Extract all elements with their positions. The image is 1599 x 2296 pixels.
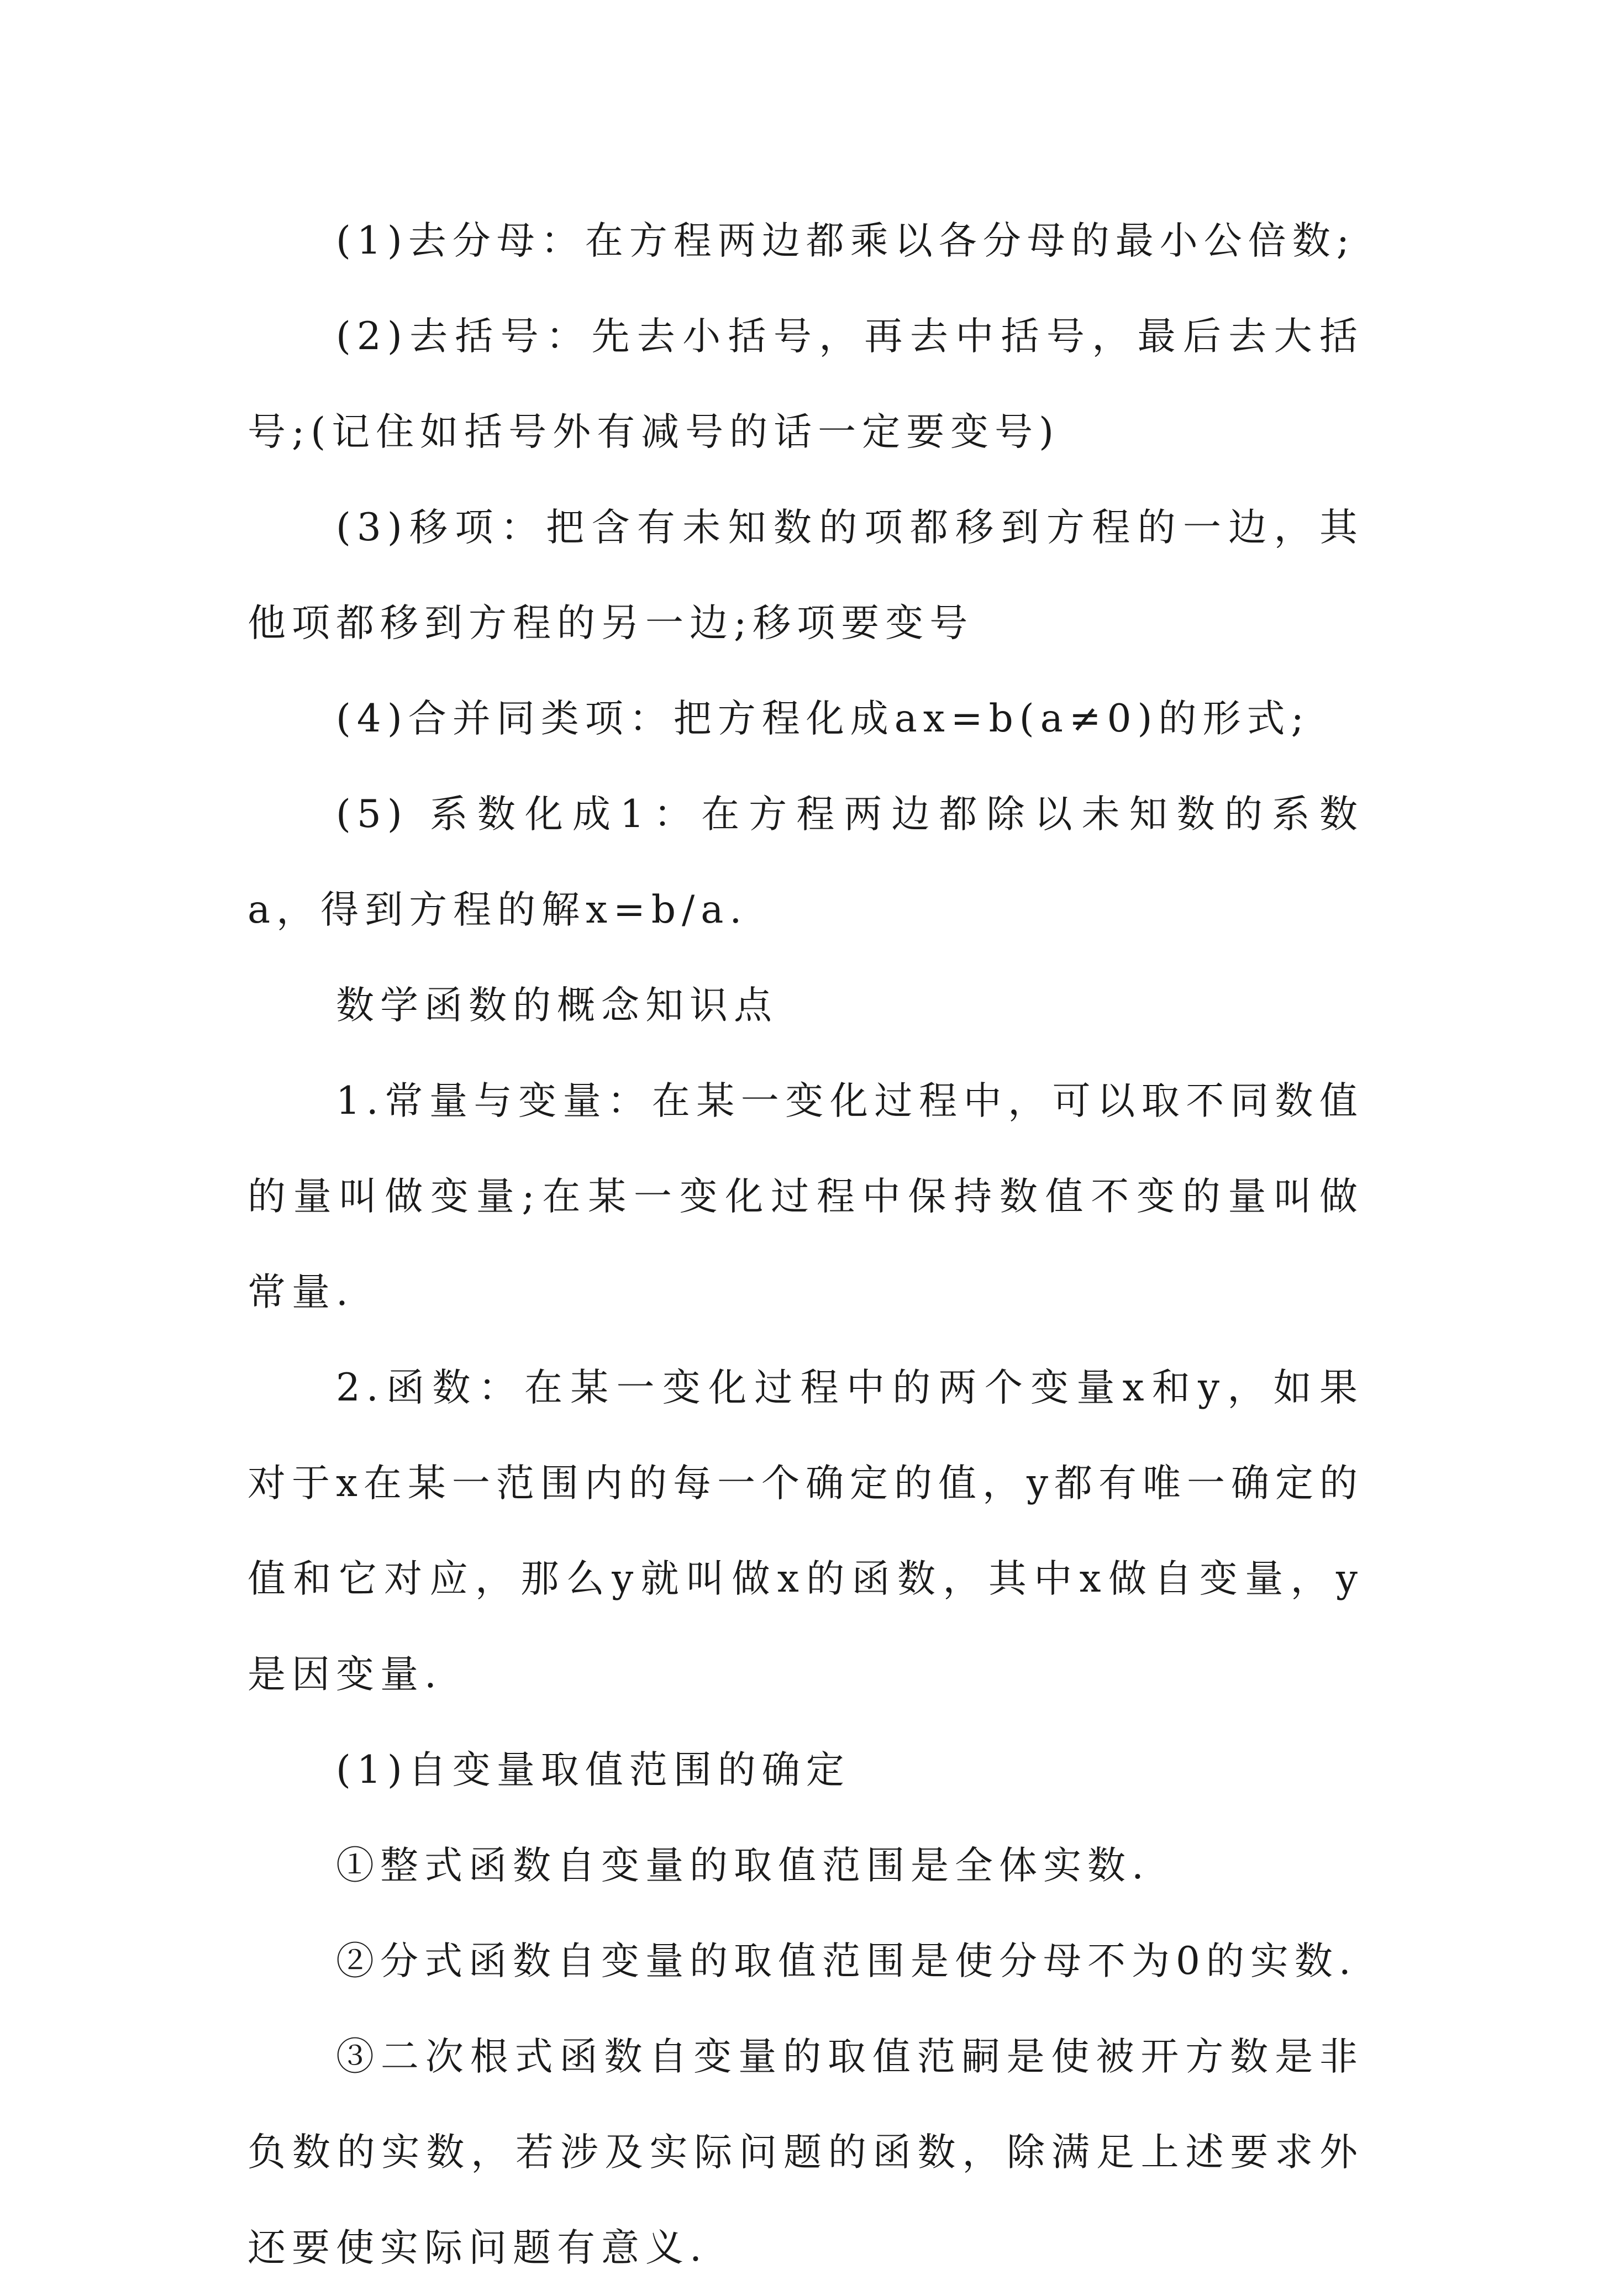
paragraph-constants-variables: 1.常量与变量：在某一变化过程中，可以取不同数值的量叫做变量;在某一变化过程中保持数值不变的量叫做常量. [248, 1079, 1364, 1314]
section-heading: 数学函数的概念知识点 [336, 983, 778, 1028]
paragraph-step-4: (4)合并同类项：把方程化成ax=b(a≠0)的形式; [336, 697, 1310, 741]
paragraph-domain-polynomial: ①整式函数自变量的取值范围是全体实数. [336, 1844, 1150, 1888]
paragraph-domain-fractional: ②分式函数自变量的取值范围是使分母不为0的实数. [336, 1939, 1357, 1983]
document-body [248, 193, 1364, 2296]
paragraph-domain-heading: (1)自变量取值范围的确定 [336, 1748, 850, 1792]
paragraph-function-definition: 2.函数：在某一变化过程中的两个变量x和y，如果对于x在某一范围内的每一个确定的值，y都有唯一确定的值和它对应，那么y就叫做x的函数，其中x做自变量，y是因变量. [248, 1366, 1364, 1697]
paragraph-step-5: (5) 系数化成1：在方程两边都除以未知数的系数a，得到方程的解x=b/a. [248, 792, 1364, 932]
paragraph-domain-radical: ③二次根式函数自变量的取值范嗣是使被开方数是非负数的实数，若涉及实际问题的函数，除满足上述要求外还要使实际问题有意义. [248, 2035, 1364, 2270]
paragraph-step-2: (2)去括号：先去小括号，再去中括号，最后去大括号;(记住如括号外有减号的话一定要变号) [248, 314, 1364, 454]
paragraph-step-1: (1)去分母：在方程两边都乘以各分母的最小公倍数; [336, 219, 1355, 263]
paragraph-step-3: (3)移项：把含有未知数的项都移到方程的一边，其他项都移到方程的另一边;移项要变号 [248, 505, 1364, 645]
